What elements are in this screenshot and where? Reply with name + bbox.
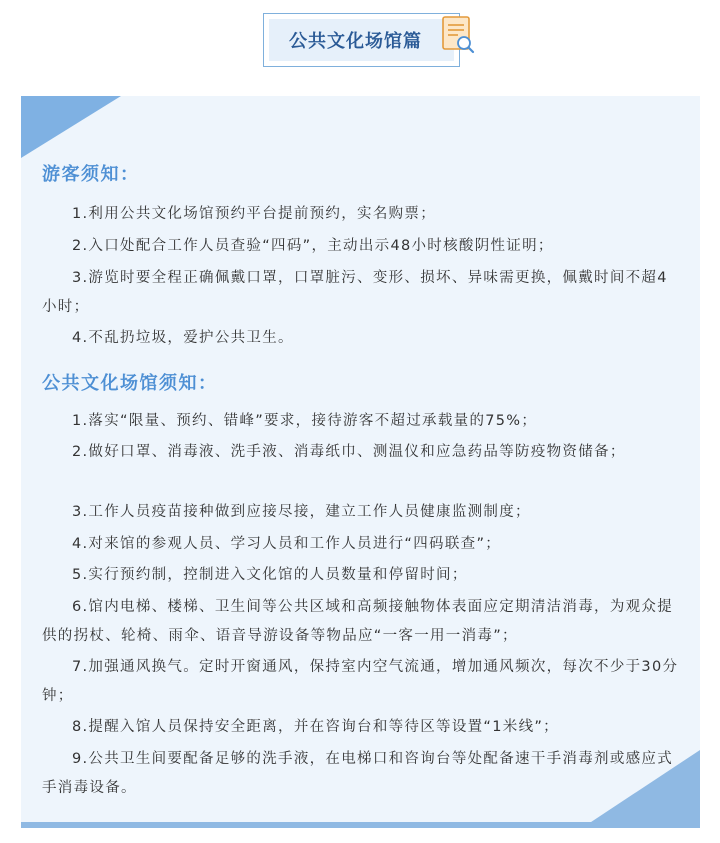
document-search-icon — [440, 14, 476, 58]
visitor-item-2: 2.入口处配合工作人员查验“四码”，主动出示48小时核酸阴性证明； — [72, 238, 554, 254]
venue-item-4: 4.对来馆的参观人员、学习人员和工作人员进行“四码联查”； — [72, 536, 502, 552]
venue-item-7: 7.加强通风换气。定时开窗通风，保持室内空气流通，增加通风频次，每次不少于30分钟； — [42, 659, 679, 704]
venue-item-6: 6.馆内电梯、楼梯、卫生间等公共区域和高频接触物体表面应定期清洁消毒，为观众提供的拐杖、轮椅、雨伞、语音导游设备等物品应“一客一用一消毒”； — [42, 599, 674, 644]
corner-decoration-top-left — [21, 96, 121, 158]
venue-item-2: 2.做好口罩、消毒液、洗手液、消毒纸巾、测温仪和应急药品等防疫物资储备； — [72, 444, 626, 460]
visitor-item-3: 3.游览时要全程正确佩戴口罩，口罩脏污、变形、损坏、异味需更换，佩戴时间不超4小时； — [42, 270, 668, 315]
title-banner-fill — [269, 19, 454, 61]
section-heading-venue: 公共文化场馆须知： — [42, 373, 218, 394]
visitor-item-1: 1.利用公共文化场馆预约平台提前预约，实名购票； — [72, 206, 437, 222]
bottom-bar — [21, 822, 700, 828]
section-heading-visitor: 游客须知： — [42, 164, 140, 185]
venue-item-9: 9.公共卫生间要配备足够的洗手液，在电梯口和咨询台等处配备速干手消毒剂或感应式手消毒设备。 — [42, 751, 674, 796]
venue-item-3: 3.工作人员疫苗接种做到应接尽接，建立工作人员健康监测制度； — [72, 504, 531, 520]
venue-item-5: 5.实行预约制，控制进入文化馆的人员数量和停留时间； — [72, 567, 468, 583]
venue-item-8: 8.提醒入馆人员保持安全距离，并在咨询台和等待区等设置“1米线”； — [72, 719, 559, 735]
venue-item-1: 1.落实“限量、预约、错峰”要求，接待游客不超过承载量的75%； — [72, 413, 538, 429]
page-title: 公共文化场馆篇 — [289, 31, 422, 52]
title-banner — [263, 13, 460, 67]
visitor-item-4: 4.不乱扔垃圾，爱护公共卫生。 — [72, 330, 294, 346]
